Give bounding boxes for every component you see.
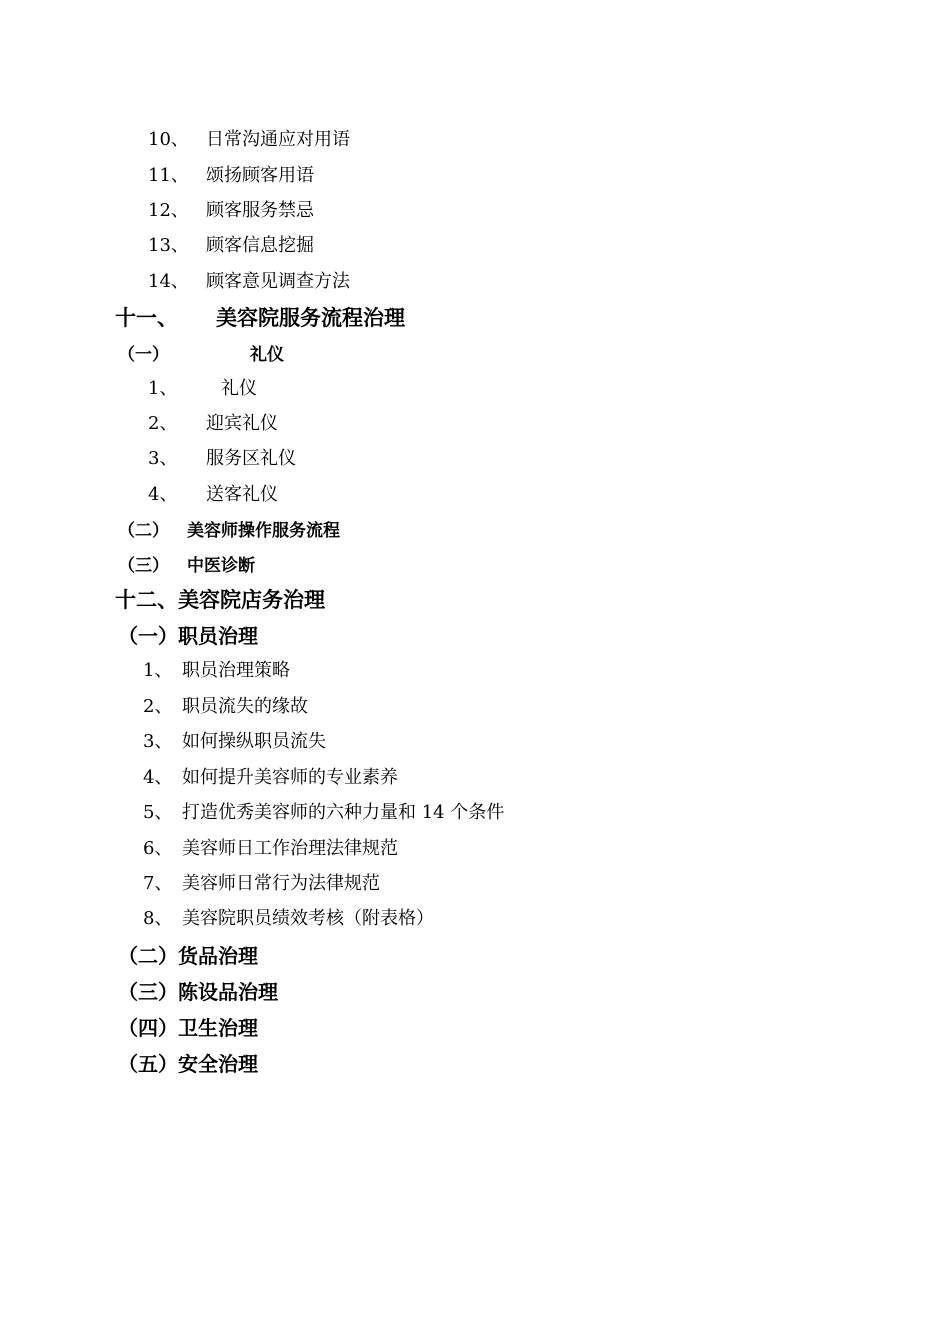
item-text: 服务区礼仪 [206,448,296,469]
item-text: 送客礼仪 [206,484,278,505]
item-text: 打造优秀美容师的六种力量和 14 个条件 [182,802,505,823]
item-number: 12、 [148,200,189,221]
item-number: 7、 [143,873,173,894]
item-number: 6、 [143,838,173,859]
item-text: 如何提升美容师的专业素养 [182,767,398,788]
item-number: 2、 [148,413,178,434]
heading-text: 中医诊断 [187,556,255,576]
item-text: 颂扬顾客用语 [206,165,314,186]
item-number: 4、 [148,484,178,505]
item-number: 14、 [148,271,189,292]
heading-number: （二） [118,521,169,541]
item-number: 2、 [143,696,173,717]
item-text: 日常沟通应对用语 [206,129,350,150]
item-number: 10、 [148,129,189,150]
heading-text: 美容师操作服务流程 [187,521,340,541]
item-number: 5、 [143,802,173,823]
item-text: 美容院职员绩效考核（附表格） [182,908,434,929]
item-text: 美容师日常行为法律规范 [182,873,380,894]
item-text: 职员治理策略 [182,660,290,681]
heading-number: 十一、 [115,305,178,330]
item-text: 如何操纵职员流失 [182,731,326,752]
item-text: 迎宾礼仪 [206,413,278,434]
item-text: 顾客服务禁忌 [206,200,314,221]
heading-text: 礼仪 [250,345,284,365]
item-number: 11、 [148,165,189,186]
subsection-heading: （一）职员治理 [118,624,258,648]
item-text: 职员流失的缘故 [182,696,308,717]
item-text: 顾客信息挖掘 [206,235,314,256]
item-text: 顾客意见调查方法 [206,271,350,292]
item-text: 礼仪 [221,378,257,399]
heading-number: （三） [118,556,169,576]
item-number: 4、 [143,767,173,788]
heading-number: （一） [118,345,169,365]
item-number: 3、 [148,448,178,469]
subsection-heading: （四）卫生治理 [118,1016,258,1040]
subsection-heading: （三）陈设品治理 [118,980,278,1004]
heading-text: 美容院服务流程治理 [216,305,405,330]
section-heading-12: 十二、美容院店务治理 [115,587,325,612]
subsection-heading: （五）安全治理 [118,1052,258,1076]
item-number: 1、 [148,378,178,399]
item-number: 1、 [143,660,173,681]
item-number: 3、 [143,731,173,752]
item-number: 13、 [148,235,189,256]
subsection-heading: （二）货品治理 [118,944,258,968]
item-text: 美容师日工作治理法律规范 [182,838,398,859]
item-number: 8、 [143,908,173,929]
